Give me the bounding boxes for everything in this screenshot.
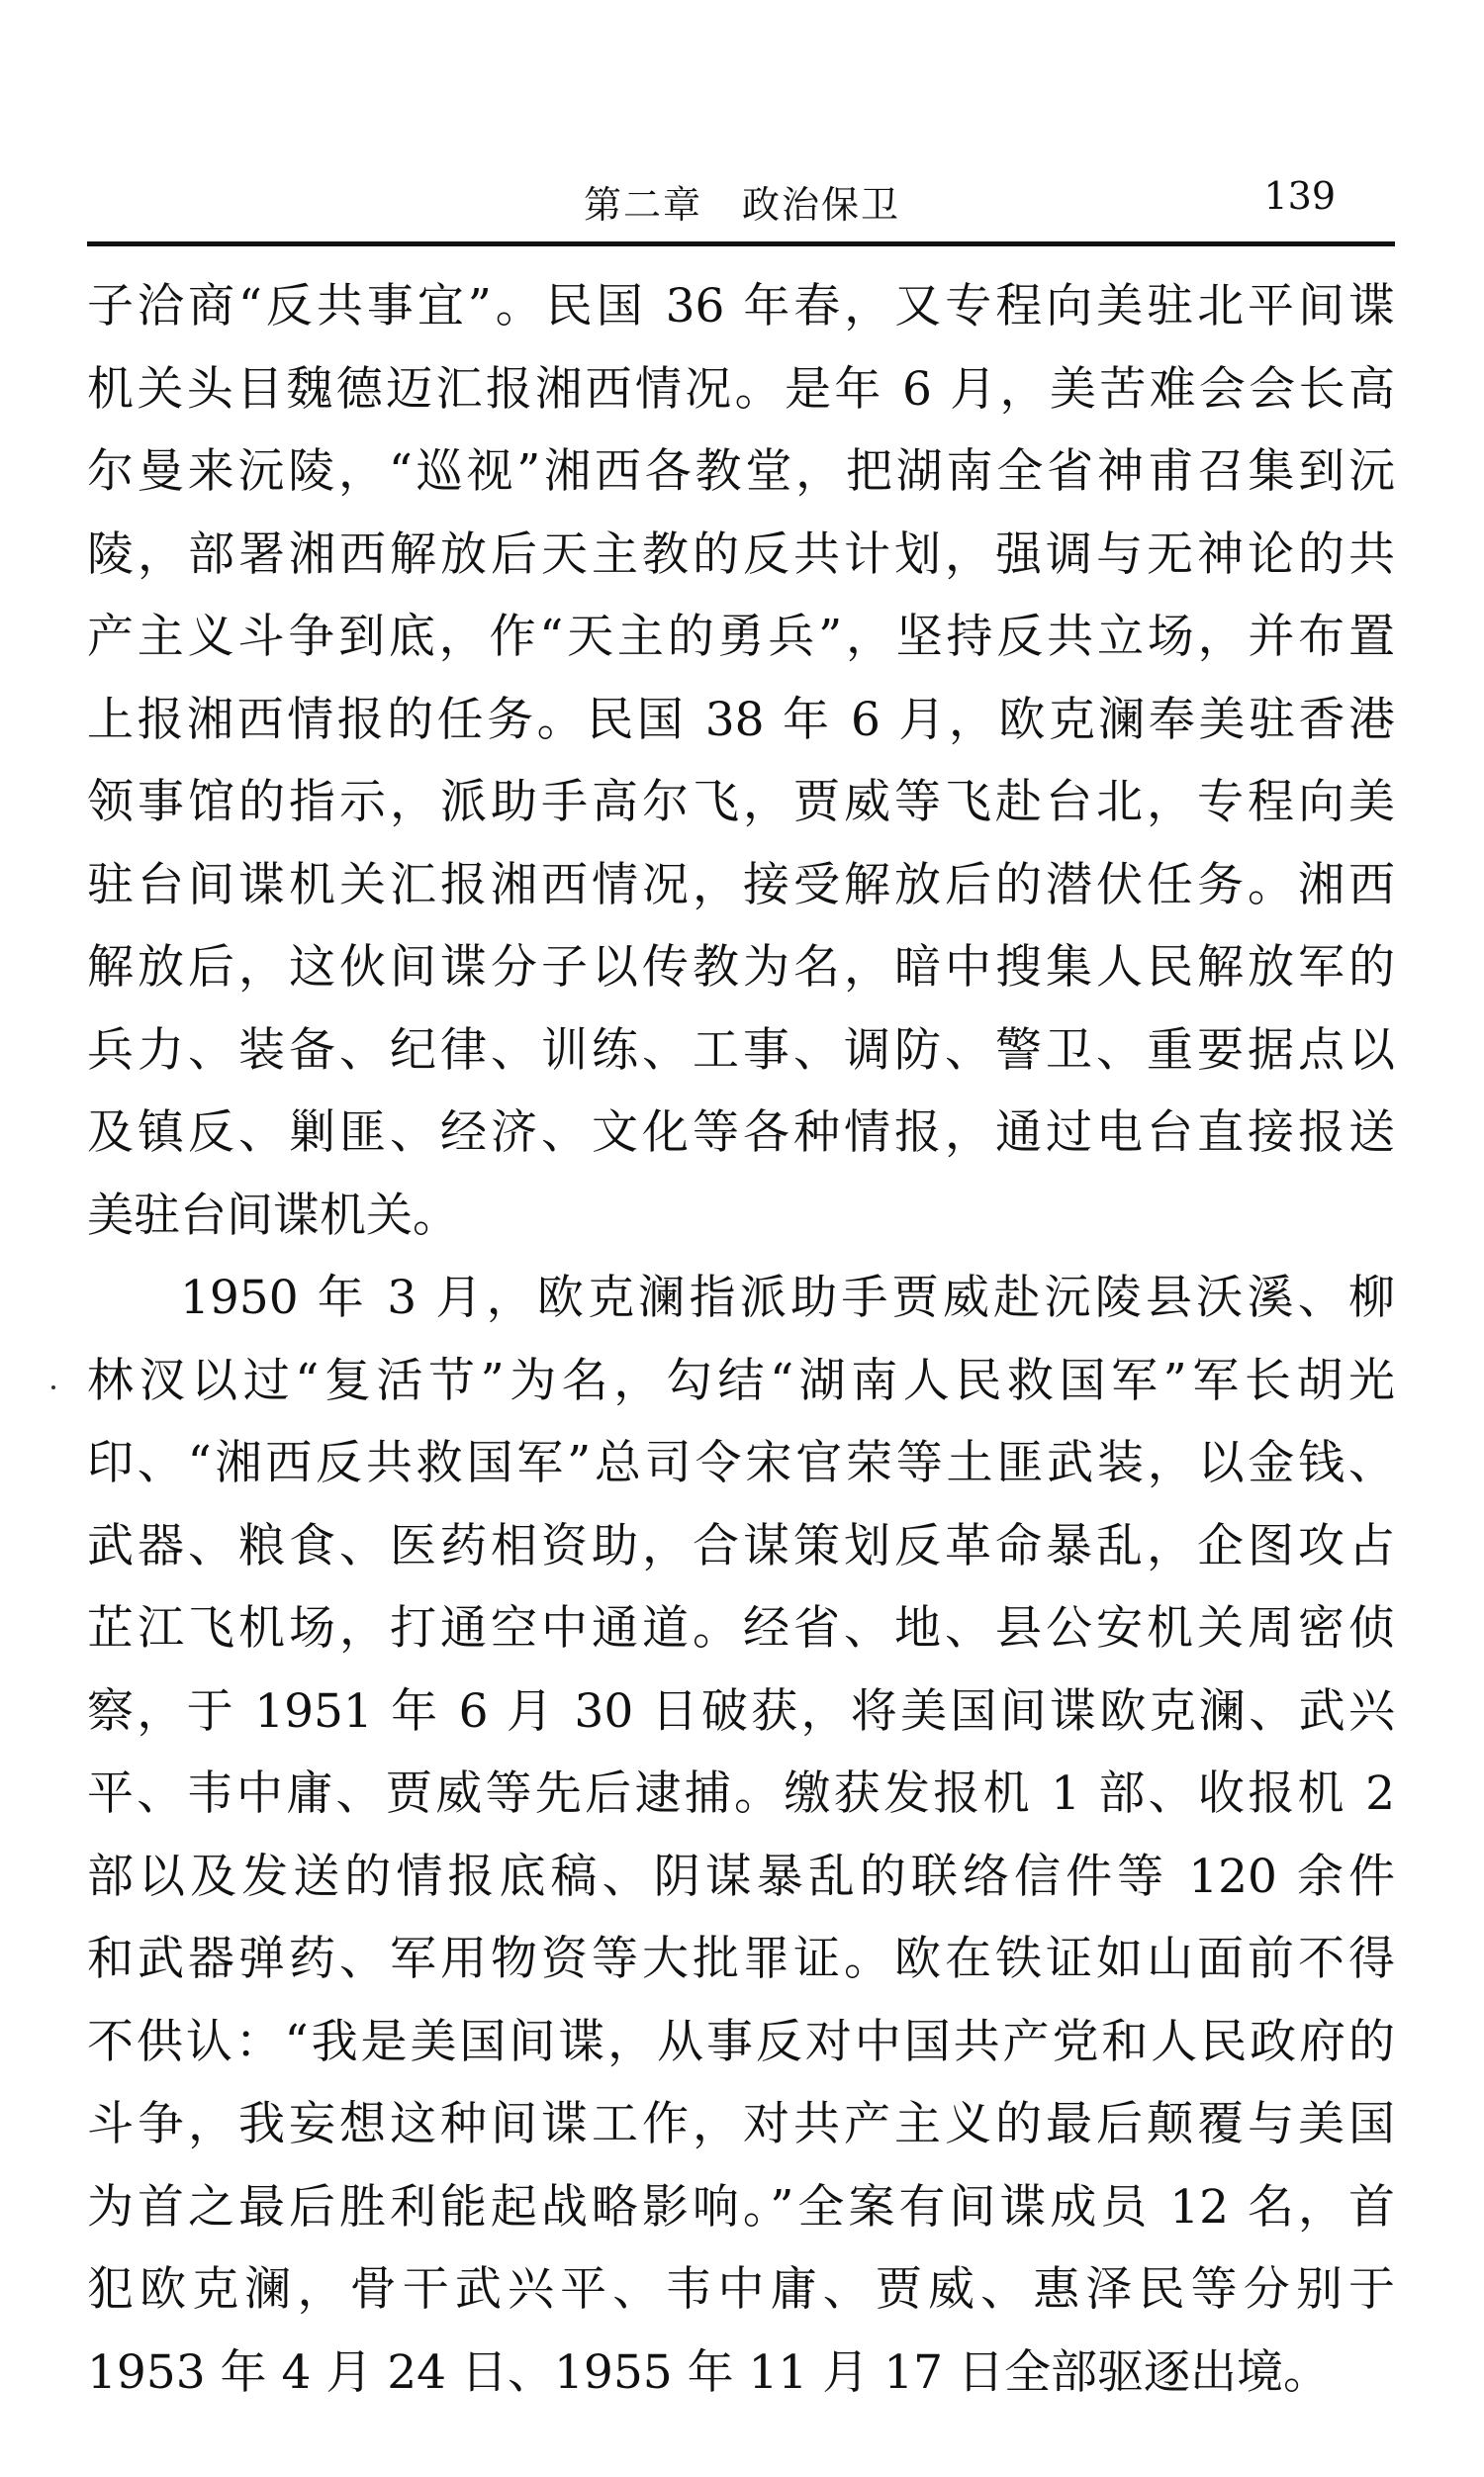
text-line: 1950 年 3 月，欧克澜指派助手贾威赴沅陵县沃溪、柳 bbox=[180, 1271, 1395, 1325]
text-line: 林汊以过“复活节”为名，勾结“湖南人民救国军”军长胡光 bbox=[87, 1353, 1395, 1408]
text-line: 机关头目魏德迈汇报湘西情况。是年 6 月，美苦难会会长高 bbox=[87, 361, 1395, 417]
chapter-title: 第二章 政治保卫 bbox=[583, 183, 900, 227]
text-line: 为首之最后胜利能起战略影响。”全案有间谍成员 12 名，首 bbox=[87, 2179, 1395, 2235]
text-line: 产主义斗争到底，作“天主的勇兵”，坚持反共立场，并布置 bbox=[87, 610, 1395, 664]
text-line: 芷江飞机场，打通空中通道。经省、地、县公安机关周密侦 bbox=[87, 1601, 1395, 1656]
text-line: 斗争，我妄想这种间谍工作，对共产主义的最后颠覆与美国 bbox=[87, 2097, 1395, 2151]
paragraph-1 bbox=[87, 265, 1395, 1257]
paragraph-2 bbox=[87, 1257, 1395, 2414]
text-line: 驻台间谍机关汇报湘西情况，接受解放后的潜伏任务。湘西 bbox=[87, 857, 1395, 912]
text-line: 子洽商“反共事宜”。民国 36 年春，又专程向美驻北平间谍 bbox=[87, 279, 1395, 333]
text-line: 尔曼来沅陵，“巡视”湘西各教堂，把湖南全省神甫召集到沅 bbox=[87, 444, 1395, 499]
scan-speck bbox=[51, 1385, 55, 1389]
text-line: 部以及发送的情报底稿、阴谋暴乱的联络信件等 120 余件 bbox=[87, 1849, 1395, 1904]
header-rule bbox=[87, 241, 1395, 246]
text-line: 解放后，这伙间谍分子以传教为名，暗中搜集人民解放军的 bbox=[87, 940, 1395, 995]
text-line: 美驻台间谍机关。 bbox=[87, 1188, 459, 1243]
text-line: 印、“湘西反共救国军”总司令宋官荣等土匪武装，以金钱、 bbox=[87, 1436, 1395, 1490]
text-line: 察，于 1951 年 6 月 30 日破获，将美国间谍欧克澜、武兴 bbox=[87, 1683, 1395, 1739]
text-line: 及镇反、剿匪、经济、文化等各种情报，通过电台直接报送 bbox=[87, 1105, 1395, 1160]
page-number: 139 bbox=[1263, 174, 1336, 218]
text-line: 武器、粮食、医药相资助，合谋策划反革命暴乱，企图攻占 bbox=[87, 1518, 1395, 1573]
running-header bbox=[89, 166, 1395, 228]
text-line: 犯欧克澜，骨干武兴平、韦中庸、贾威、惠泽民等分别于 bbox=[87, 2262, 1395, 2317]
text-line: 兵力、装备、纪律、训练、工事、调防、警卫、重要据点以 bbox=[87, 1022, 1395, 1078]
text-line: 平、韦中庸、贾威等先后逮捕。缴获发报机 1 部、收报机 2 bbox=[87, 1766, 1395, 1821]
text-line: 1953 年 4 月 24 日、1955 年 11 月 17 日全部驱逐出境。 bbox=[87, 2344, 1330, 2400]
text-line: 领事馆的指示，派助手高尔飞，贾威等飞赴台北，专程向美 bbox=[87, 775, 1395, 829]
body-text bbox=[87, 265, 1395, 2414]
text-line: 上报湘西情报的任务。民国 38 年 6 月，欧克澜奉美驻香港 bbox=[87, 692, 1395, 747]
text-line: 不供认：“我是美国间谍，从事反对中国共产党和人民政府的 bbox=[87, 2014, 1395, 2069]
text-line: 陵，部署湘西解放后天主教的反共计划，强调与无神论的共 bbox=[87, 526, 1395, 582]
text-line: 和武器弹药、军用物资等大批罪证。欧在铁证如山面前不得 bbox=[87, 1932, 1395, 1986]
